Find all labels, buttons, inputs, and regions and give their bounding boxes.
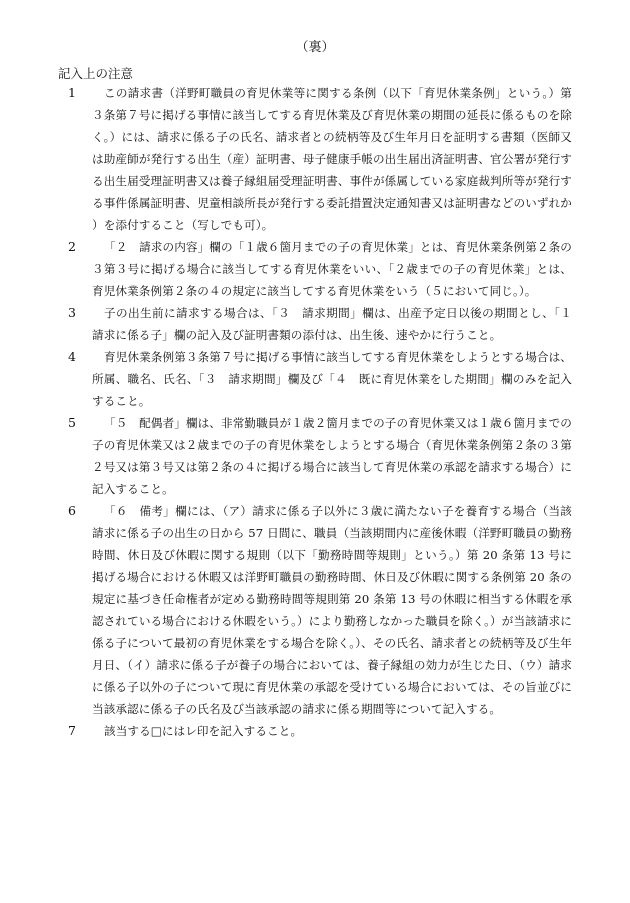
note-item-4 [58, 346, 572, 412]
note-number: 4 [68, 349, 76, 364]
note-text: 子の出生前に請求する場合は、「３ 請求期間」欄は、出産予定日以後の期間とし、「１ 請求に係る子」欄の記入及び証明書類の添付は、出生後、速やかに行うこと。 [92, 306, 584, 342]
notes-list [58, 82, 584, 742]
note-text: 該当する□にはレ印を記入すること。 [104, 724, 303, 738]
section-title: 記入上の注意 [58, 66, 134, 81]
note-text: 育児休業条例第３条第７号に掲げる事情に該当してする育児休業をしようとする場合は、所属、職名、氏名、「３ 請求期間」欄及び「４ 既に育児休業をした期間」欄のみを記入すること。 [92, 350, 572, 408]
note-number: 3 [68, 305, 76, 320]
note-item-6 [58, 500, 572, 720]
note-number: 5 [68, 415, 76, 430]
note-number: 6 [68, 503, 76, 518]
note-number: 2 [68, 239, 76, 254]
note-number: 7 [68, 723, 76, 738]
note-number: 1 [68, 85, 76, 100]
note-text: 「２ 請求の内容」欄の「１歳６箇月までの子の育児休業」とは、育児休業条例第２条の３第３号に掲げる場合に該当してする育児休業をいい、「２歳までの子の育児休業」とは、育児休業条例第２条の４の規定に該当してする育児休業をいう（５において同じ。）。 [92, 240, 572, 298]
note-item-3 [58, 302, 584, 346]
note-item-5 [58, 412, 572, 500]
note-item-2 [58, 236, 572, 302]
note-text: 「５ 配偶者」欄は、非常勤職員が１歳２箇月までの子の育児休業又は１歳６箇月までの子の育児休業又は２歳までの子の育児休業をしようとする場合（育児休業条例第２条の３第２号又は第３号又は第２条の４に掲げる場合に該当して育児休業の承認を請求する場合）に記入すること。 [92, 416, 572, 496]
note-text: この請求書（洋野町職員の育児休業等に関する条例（以下「育児休業条例」という。）第３条第７号に掲げる事情に該当してする育児休業及び育児休業の期間の延長に係るものを除く。）には、請求に係る子の氏名、請求者との続柄等及び生年月日を証明する書類（医師又は助産師が発行する出生（産）証明書、母子健康手帳の出生届出済証明書、官公署が発行する出生届受理証明書又は養子縁組届受理証明書、事件が係属している家庭裁判所等が発行する事件係属証明書、児童相談所長が発行する委託措置決定通知書又は証明書などのいずれか）を添付すること（写しでも可）。 [92, 86, 572, 232]
note-item-7 [58, 720, 572, 742]
note-text: 「６ 備考」欄には、（ア）請求に係る子以外に３歳に満たない子を養育する場合（当該請求に係る子の出生の日から 57 日間に、職員（当該期間内に産後休暇（洋野町職員の勤務時間、休日及び休暇に関する規則（以下「勤務時間等規則」という。）第 20 条第 13 号に掲げる場合における休暇又は洋野町職員の勤務時間、休日及び休暇に関する条例第 20 条の規定に基づき任命権者が定める勤務時間等規則第 20 条第 13 号の休暇に相当する休暇を承認されている場合における休暇をいう。）により勤務しなかった職員を除く。）が当該請求に係る子について最初の育児休業をする場合を除く。）、その氏名、請求者との続柄等及び生年月日、（イ）請求に係る子が養子の場合においては、養子縁組の効力が生じた日、（ウ）請求に係る子以外の子について現に育児休業の承認を受けている場合においては、その旨並びに当該承認に係る子の氏名及び当該承認の請求に係る期間等について記入する。 [92, 504, 572, 716]
page-side-label: （裏） [295, 40, 335, 55]
note-item-1 [58, 82, 572, 236]
